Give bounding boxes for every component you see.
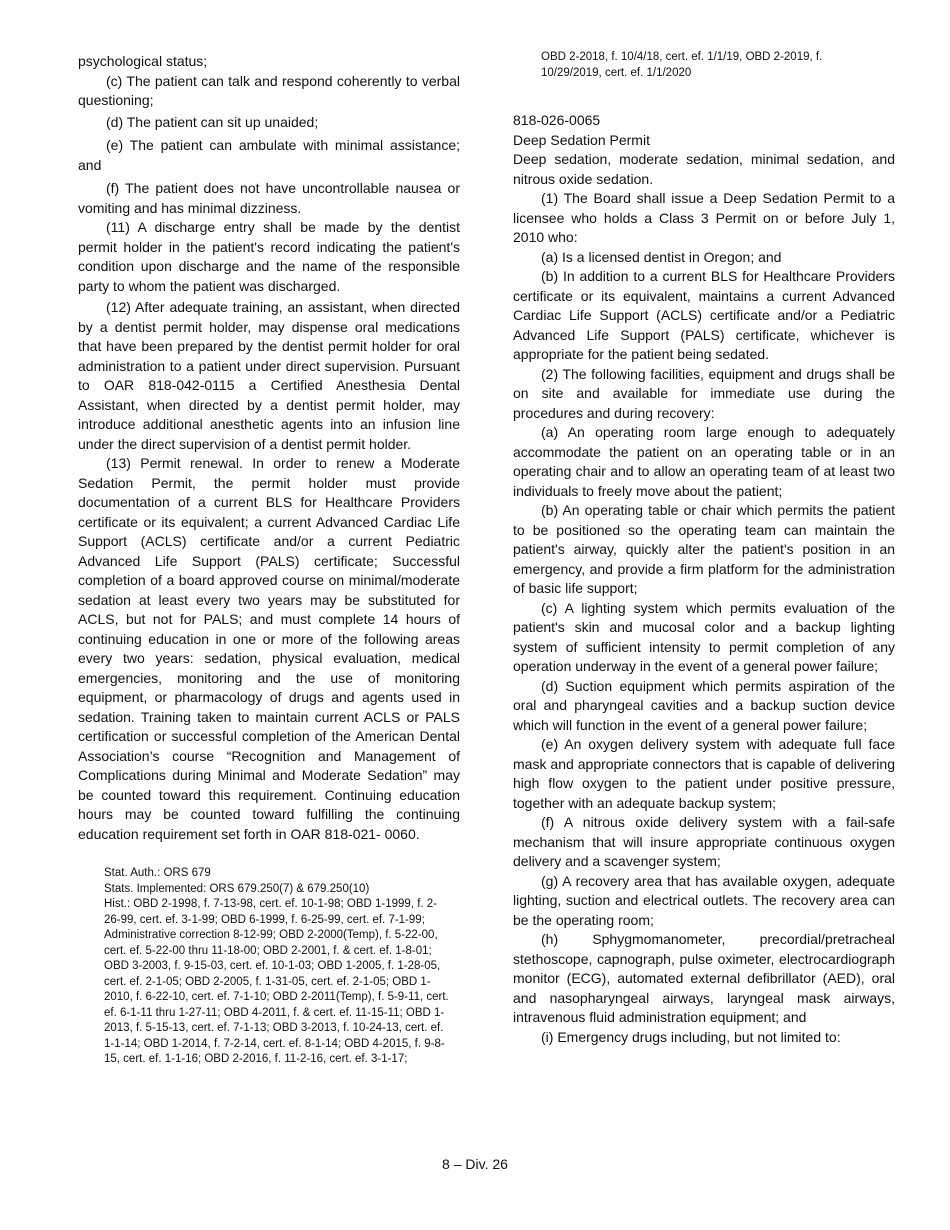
left-paragraphs — [78, 52, 460, 844]
history-note — [104, 866, 449, 1068]
paragraph: (d) Suction equipment which permits aspiration of the oral and pharyngeal cavities and a backup suction device which will function in the event of a general power failure; — [513, 677, 895, 733]
paragraph: (h) Sphygmomanometer, precordial/pretracheal stethoscope, capnograph, pulse oximeter, electrocardiograph monitor (ECG), automated external defibrillator (AED), oral and nasopharyngeal airways, laryngeal mask airways, intravenous fluid administration equipment; and — [513, 931, 895, 1025]
right-column — [513, 52, 895, 1047]
paragraph: (b) An operating table or chair which permits the patient to be positioned so the operating team can maintain the patient's airway, quickly alter the patient's position in an emergency, and provide a firm platform for the administration of basic life support; — [513, 502, 895, 596]
stats-implemented: Stats. Implemented: ORS 679.250(7) & 679.250(10) — [104, 882, 370, 895]
paragraph: (b) In addition to a current BLS for Healthcare Providers certificate or its equivalent, maintains a current Advanced Cardiac Life Support (ACLS) certificate and/or a Pediatric Advanced Life Support (PALS) certificate, whichever is appropriate for the patient being sedated. — [513, 268, 895, 362]
paragraph: Deep sedation, moderate sedation, minimal sedation, and nitrous oxide sedation. — [513, 151, 895, 187]
history-text: Hist.: OBD 2-1998, f. 7-13-98, cert. ef. 10-1-98; OBD 1-1999, f. 2-26-99, cert. ef. 3-1-99; OBD 6-1999, f. 6-25-99, cert. ef. 7-1-99; Administrative correction 8-12-99; OBD 2-2000(Temp), f. 5-22-00, cert. ef. 5-22-00 thru 11-18-00; OBD 2-2001, f. & cert. ef. 1-8-01; OBD 3-2003, f. 9-15-03, cert. ef. 10-1-03; OBD 1-2005, f. 1-28-05, cert. ef. 2-1-05; OBD 2-2005, f. 1-31-05, cert. ef. 2-1-05; OBD 1-2010, f. 6-22-10, cert. ef. 7-1-10; OBD 2-2011(Temp), f. 5-9-11, cert. ef. 6-1-11 thru 1-27-11; OBD 4-2011, f. & cert. ef. 11-15-11; OBD 1-2013, f. 5-15-13, cert. ef. 7-1-13; OBD 3-2013, f. 10-24-13, cert. ef. 1-1-14; OBD 1-2014, f. 7-2-14, cert. ef. 8-1-14; OBD 4-2015, f. 9-8-15, cert. ef. 1-1-16; OBD 2-2016, f. 11-2-16, cert. ef. 3-1-17; — [104, 898, 449, 1065]
paragraph: (a) An operating room large enough to adequately accommodate the patient on an operating table or in an operating chair and to allow an operating team of at least two individuals to freely move about the patient; — [513, 424, 895, 499]
left-column — [78, 52, 460, 1068]
paragraph: (2) The following facilities, equipment and drugs shall be on site and available for immediate use during the procedures and during recovery: — [513, 365, 895, 421]
paragraph: (c) The patient can talk and respond coherently to verbal questioning; — [78, 72, 460, 108]
paragraph: (c) A lighting system which permits evaluation of the patient's skin and mucosal color and a backup lighting system of sufficient intensity to permit completion of any operation underway in the event of a general power failure; — [513, 599, 895, 674]
paragraph: (g) A recovery area that has available oxygen, adequate lighting, suction and electrical outlets. The recovery area can be the operating room; — [513, 872, 895, 928]
paragraph: (12) After adequate training, an assistant, when directed by a dentist permit holder, may dispense oral medications that have been prepared by the dentist permit holder for oral administration to a patient under direct supervision. Pursuant to OAR 818-042-0115 a Certified Anesthesia Dental Assistant, when directed by a dentist permit holder, may introduce additional anesthetic agents into an infusion line under the direct supervision of a dentist permit holder. — [78, 299, 460, 452]
paragraph: (a) Is a licensed dentist in Oregon; and — [541, 248, 782, 265]
stat-auth: Stat. Auth.: ORS 679 — [104, 867, 211, 879]
right-paragraphs — [513, 150, 895, 1047]
paragraph: (f) A nitrous oxide delivery system with a fail-safe mechanism that will insure appropriate continuous oxygen delivery and a scavenger system; — [513, 814, 895, 869]
paragraph: (d) The patient can sit up unaided; — [106, 113, 319, 130]
page-footer: 8 – Div. 26 — [442, 1156, 508, 1172]
rule-title: Deep Sedation Permit — [513, 131, 650, 148]
paragraph: (i) Emergency drugs including, but not limited to: — [541, 1028, 841, 1045]
rule-number: 818-026-0065 — [513, 112, 601, 128]
paragraph: (e) An oxygen delivery system with adequate full face mask and appropriate connectors that is capable of delivering high flow oxygen to the patient under positive pressure, together with an adequate backup system; — [513, 736, 895, 811]
paragraph: psychological status; — [78, 53, 208, 69]
history-continued: OBD 2-2018, f. 10/4/18, cert. ef. 1/1/19, OBD 2-2019, f. 10/29/2019, cert. ef. 1/1/2020 — [541, 51, 823, 79]
paragraph: (e) The patient can ambulate with minimal assistance; and — [78, 137, 460, 173]
paragraph: (f) The patient does not have uncontrollable nausea or vomiting and has minimal dizziness. — [78, 180, 460, 216]
paragraph: (13) Permit renewal. In order to renew a Moderate Sedation Permit, the permit holder must provide documentation of a current BLS for Healthcare Providers certificate or its equivalent; a current Advanced Cardiac Life Support (ACLS) certificate and/or a current Pediatric Advanced Life Support (PALS) certificate; Successful completion of a board approved course on minimal/moderate sedation at least every two years may be substituted for ACLS, but not for PALS; and must complete 14 hours of continuing education in one or more of the following areas every two years: sedation, physical evaluation, medical emergencies, monitoring and the use of monitoring equipment, or pharmacology of drugs and agents used in sedation. Training taken to maintain current ACLS or PALS certification or successful completion of the American Dental Association’s course “Recognition and Management of Complications during Minimal and Moderate Sedation” may be counted toward this requirement. Continuing education hours may be counted toward fulfilling the continuing education requirement set forth in OAR 818-021- 0060. — [78, 455, 460, 842]
paragraph: (11) A discharge entry shall be made by the dentist permit holder in the patient's record indicating the patient's condition upon discharge and the name of the responsible party to whom the patient was discharged. — [78, 219, 460, 294]
paragraph: (1) The Board shall issue a Deep Sedation Permit to a licensee who holds a Class 3 Permit on or before July 1, 2010 who: — [513, 190, 895, 245]
